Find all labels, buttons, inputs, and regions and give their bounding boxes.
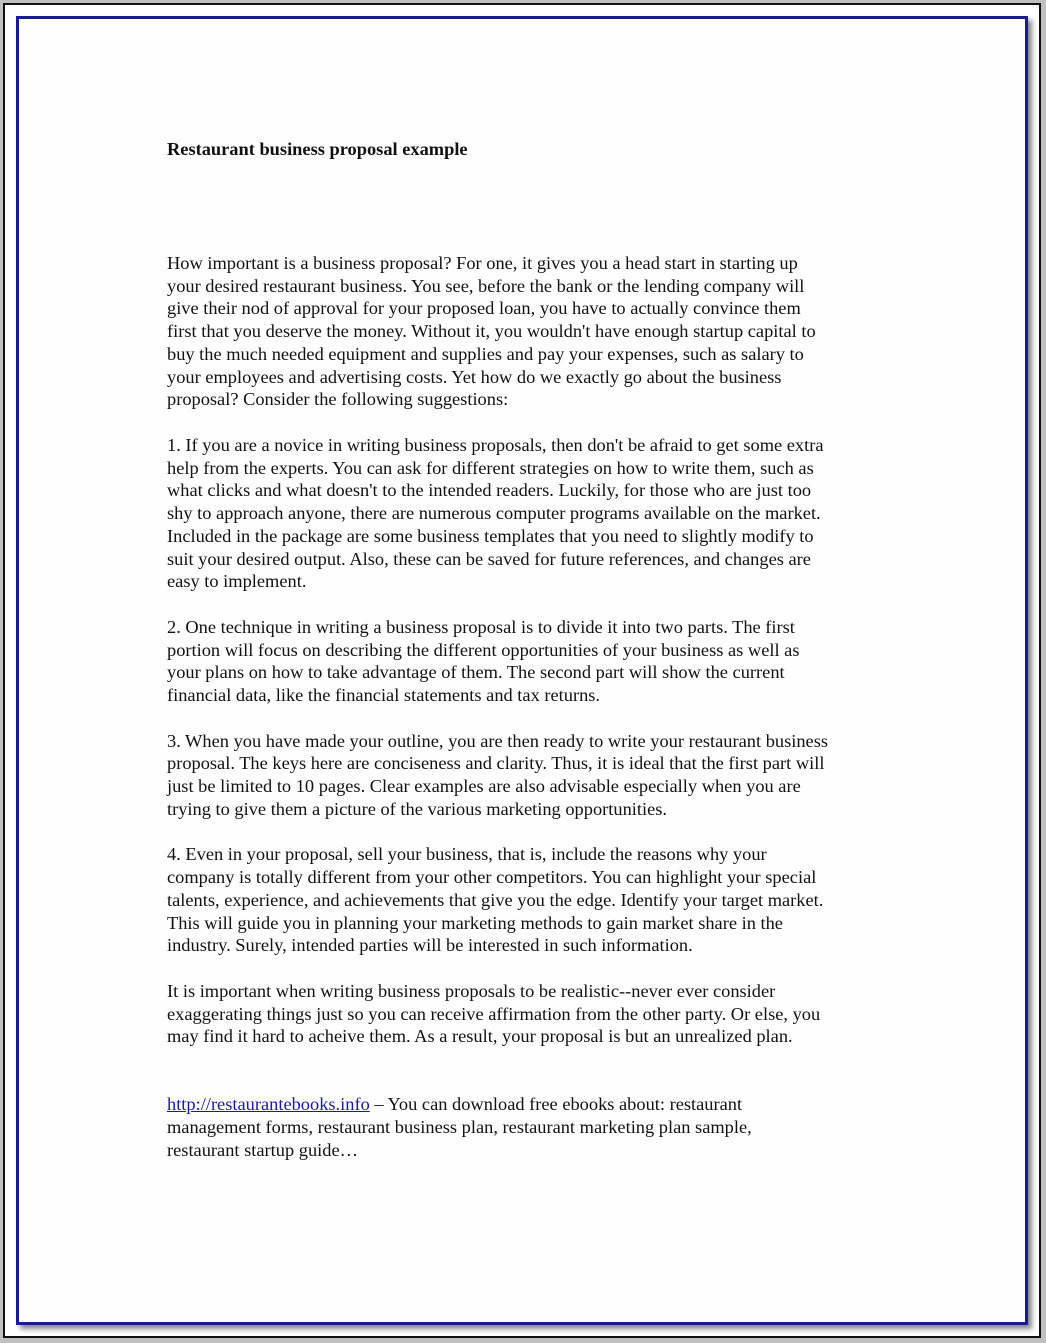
paragraph-line: suit your desired output. Also, these can be saved for future references, and changes are <box>167 548 811 569</box>
paragraph-line: This will guide you in planning your marketing methods to gain market share in the <box>167 912 783 933</box>
paragraph-line: 3. When you have made your outline, you are then ready to write your restaurant business <box>167 730 829 751</box>
paragraph-line: just be limited to 10 pages. Clear examples are also advisable especially when you are <box>167 776 801 796</box>
paragraph <box>167 980 828 1048</box>
paragraph-line: shy to approach anyone, there are numerous computer programs available on the market. <box>167 503 821 523</box>
paragraph-line: buy the much needed equipment and supplies and pay your expenses, such as salary to <box>167 343 804 364</box>
paragraph-line: company is totally different from your other competitors. You can highlight your special <box>167 867 817 887</box>
paragraph-line: trying to give them a picture of the various marketing opportunities. <box>167 798 668 819</box>
paragraph-line: portion will focus on describing the different opportunities of your business as well as <box>167 639 800 660</box>
paragraph-line: 1. If you are a novice in writing business proposals, then don't be afraid to get some extra <box>167 434 824 455</box>
paragraph-line: easy to implement. <box>167 571 307 592</box>
paragraph-line: your plans on how to take advantage of them. The second part will show the current <box>167 662 785 683</box>
restaurantebooks-link[interactable]: http://restaurantebooks.info <box>167 1094 370 1114</box>
paragraph-line: exaggerating things just so you can receive affirmation from the other party. Or else, you <box>167 1003 821 1024</box>
document-content <box>167 138 828 1161</box>
paragraph-line: industry. Surely, intended parties will be interested in such information. <box>167 935 693 956</box>
paragraph <box>167 730 828 821</box>
paragraph <box>167 434 828 593</box>
footer-paragraph <box>167 1093 828 1161</box>
paragraph-line: your desired restaurant business. You see, before the bank or the lending company will <box>167 275 805 296</box>
paragraph-line: 2. One technique in writing a business proposal is to divide it into two parts. The first <box>167 616 795 637</box>
document-title: Restaurant business proposal example <box>167 139 468 159</box>
paragraph-line: talents, experience, and achievements that give you the edge. Identify your target market. <box>167 889 824 910</box>
footer-line: restaurant startup guide… <box>167 1139 359 1160</box>
footer-line: management forms, restaurant business plan, restaurant marketing plan sample, <box>167 1116 752 1137</box>
paragraph-line: your employees and advertising costs. Yet how do we exactly go about the business <box>167 366 782 387</box>
paragraph <box>167 252 828 411</box>
paragraph-line: first that you deserve the money. Without it, you wouldn't have enough startup capital to <box>167 321 816 341</box>
paragraph-line: financial data, like the financial statements and tax returns. <box>167 685 601 705</box>
paragraph-line: Included in the package are some business templates that you need to slightly modify to <box>167 525 814 546</box>
paragraph <box>167 843 828 957</box>
paragraph-line: How important is a business proposal? For one, it gives you a head start in starting up <box>167 252 798 273</box>
paragraph-line: what clicks and what doesn't to the intended readers. Luckily, for those who are just too <box>167 480 812 501</box>
paragraph-line: help from the experts. You can ask for different strategies on how to write them, such as <box>167 457 814 478</box>
paragraph-line: 4. Even in your proposal, sell your business, that is, include the reasons why your <box>167 844 767 865</box>
paragraph-line: may find it hard to acheive them. As a result, your proposal is but an unrealized plan. <box>167 1026 793 1047</box>
footer-line: – You can download free ebooks about: restaurant <box>369 1094 743 1114</box>
paragraph-line: It is important when writing business proposals to be realistic--never ever consider <box>167 980 776 1001</box>
paragraph-line: proposal. The keys here are conciseness and clarity. Thus, it is ideal that the first part will <box>167 753 825 774</box>
paragraph-line: proposal? Consider the following suggestions: <box>167 389 509 410</box>
paragraph-line: give their nod of approval for your proposed loan, you have to actually convince them <box>167 298 801 319</box>
paragraph <box>167 616 828 707</box>
